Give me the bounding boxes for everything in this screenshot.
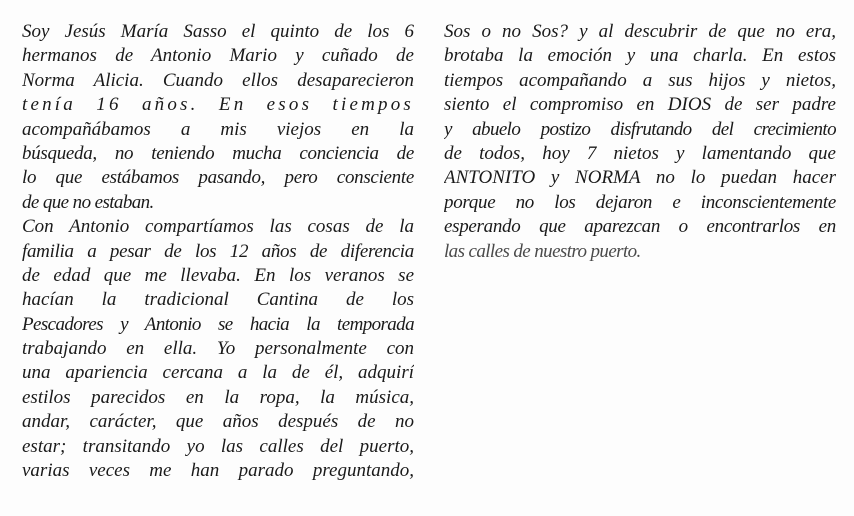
text-line: siento el compromiso en DIOS de ser padre	[444, 94, 836, 116]
text-line: andar, carácter, que años después de no	[22, 411, 414, 433]
text-line: acompañábamos a mis viejos en la	[22, 118, 414, 140]
text-line: de todos, hoy 7 nietos y lamentando que	[444, 142, 836, 164]
text-line: familia a pesar de los 12 años de diferencia	[22, 240, 414, 262]
text-line: porque no los dejaron e inconscientemente	[444, 191, 836, 213]
text-line: varias veces me han parado preguntando,	[22, 460, 414, 482]
paragraph-end-line: de que no estaban.	[22, 191, 154, 213]
text-line: estilos parecidos en la ropa, la música,	[22, 386, 414, 408]
right-text-column	[444, 20, 836, 264]
text-line: brotaba la emoción y una charla. En estos	[444, 45, 836, 67]
text-line: trabajando en ella. Yo personalmente con	[22, 338, 414, 360]
text-line: y abuelo postizo disfrutando del crecimiento	[444, 118, 836, 140]
text-line: hermanos de Antonio Mario y cuñado de	[22, 45, 414, 67]
text-line: de edad que me llevaba. En los veranos se	[22, 264, 414, 286]
text-line: Soy Jesús María Sasso el quinto de los 6	[22, 21, 414, 42]
text-line: tenía 16 años. En esos tiempos	[22, 94, 414, 116]
text-line: esperando que aparezcan o encontrarlos en	[444, 216, 836, 238]
text-line: ANTONITO y NORMA no lo puedan hacer	[444, 167, 836, 189]
text-line: hacían la tradicional Cantina de los	[22, 289, 414, 311]
text-line: lo que estábamos pasando, pero consciente	[22, 167, 414, 189]
left-text-column	[22, 20, 414, 483]
text-line: Sos o no Sos? y al descubrir de que no era,	[444, 21, 836, 42]
text-line: estar; transitando yo las calles del puerto,	[22, 435, 414, 457]
text-line: Con Antonio compartíamos las cosas de la	[22, 216, 414, 238]
text-line: Norma Alicia. Cuando ellos desaparecieron	[22, 69, 414, 91]
text-line: búsqueda, no teniendo mucha conciencia de	[22, 142, 414, 164]
paragraph-end-line: las calles de nuestro puerto.	[444, 240, 641, 262]
text-line: tiempos acompañando a sus hijos y nietos,	[444, 69, 836, 91]
text-line: una apariencia cercana a la de él, adquirí	[22, 362, 414, 384]
text-line: Pescadores y Antonio se hacia la temporada	[22, 313, 414, 335]
